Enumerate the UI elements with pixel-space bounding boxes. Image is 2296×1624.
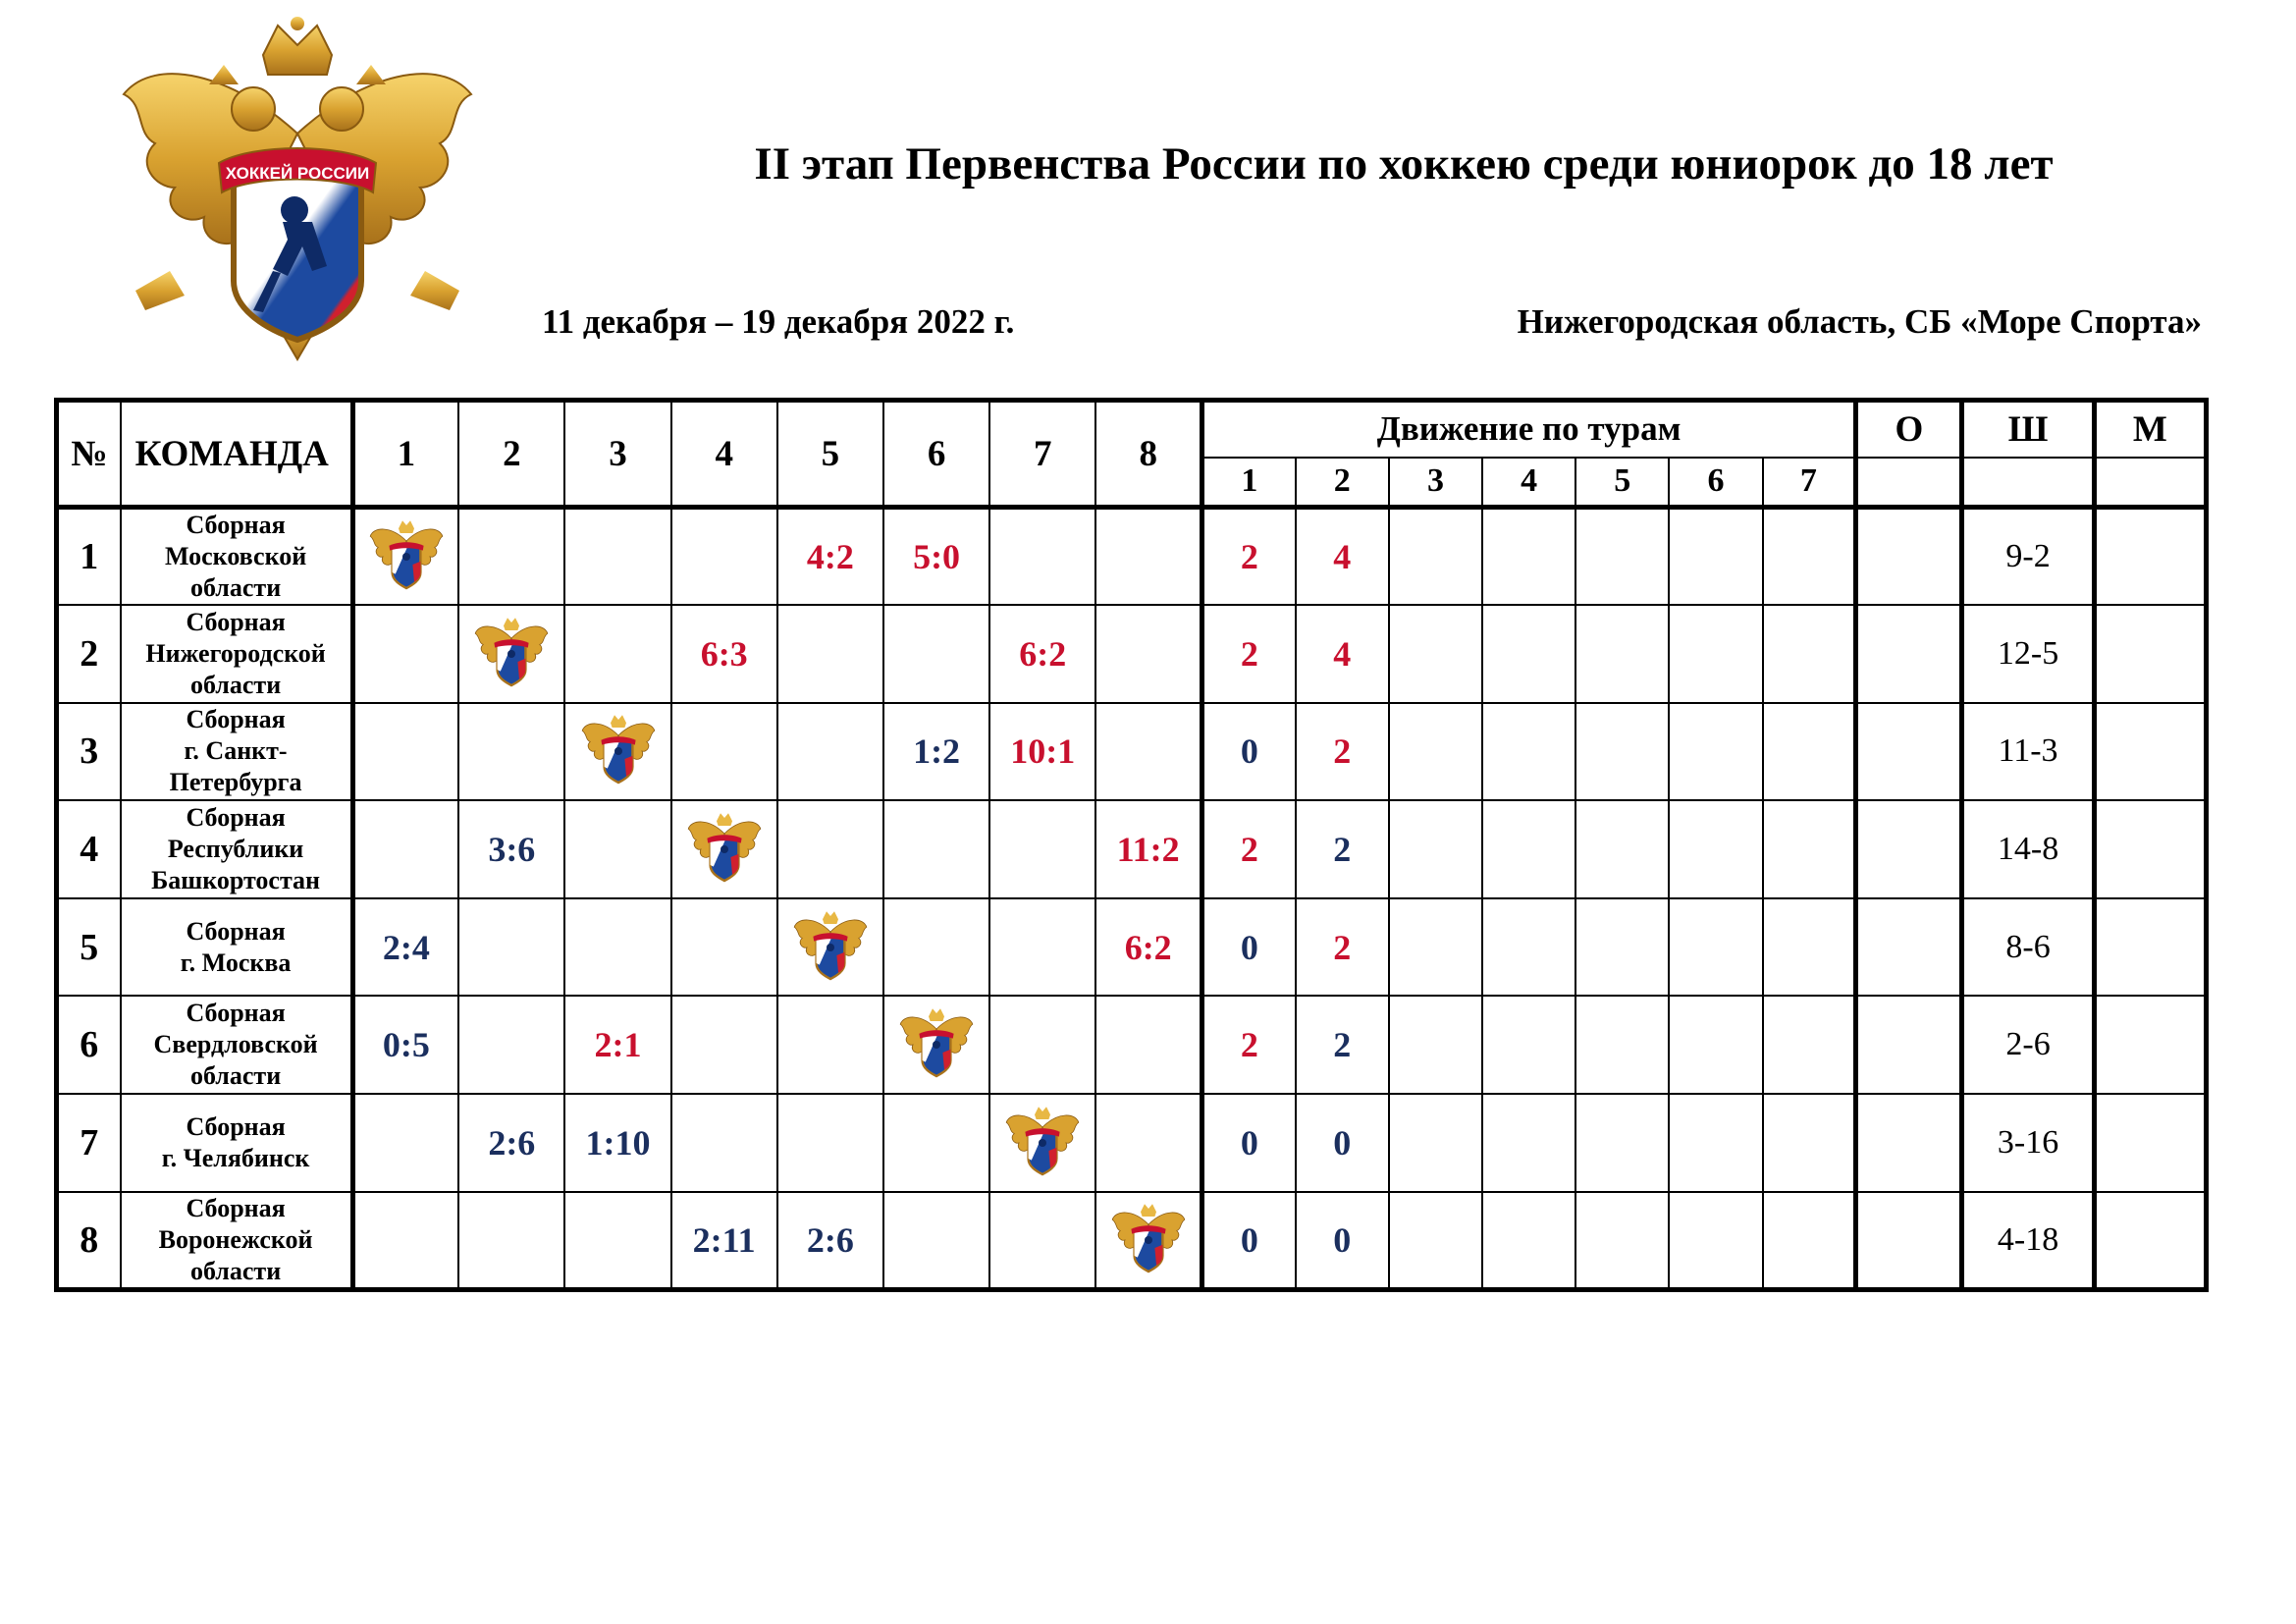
score-cell bbox=[883, 1094, 989, 1192]
row-number: 2 bbox=[57, 605, 121, 703]
score-cell bbox=[777, 800, 883, 898]
score-cell bbox=[883, 605, 989, 703]
table-row bbox=[57, 898, 2207, 997]
score-cell bbox=[458, 703, 564, 801]
round-points-cell bbox=[1575, 800, 1669, 898]
goals-cell: 12-5 bbox=[1962, 605, 2094, 703]
place-cell bbox=[2094, 898, 2206, 997]
score-cell bbox=[352, 1192, 458, 1290]
row-number: 1 bbox=[57, 508, 121, 606]
round-points-cell bbox=[1669, 703, 1762, 801]
round-points-cell bbox=[1669, 508, 1762, 606]
round-points-cell: 2 bbox=[1296, 898, 1389, 997]
team-name-line: г. Москва bbox=[180, 947, 292, 977]
team-name bbox=[121, 898, 352, 997]
team-name-line: области bbox=[189, 1256, 282, 1285]
score-cell bbox=[989, 898, 1095, 997]
score-cell: 6:3 bbox=[671, 605, 777, 703]
place-cell bbox=[2094, 508, 2206, 606]
team-name-line: Башкортостан bbox=[151, 866, 321, 895]
team-emblem-icon bbox=[472, 615, 551, 693]
score-cell: 0:5 bbox=[352, 996, 458, 1094]
points-cell bbox=[1856, 508, 1962, 606]
score-cell: 2:6 bbox=[458, 1094, 564, 1192]
col-points-header: О bbox=[1856, 401, 1962, 458]
score-cell bbox=[458, 898, 564, 997]
team-name-line: области bbox=[189, 573, 282, 603]
round-points-cell bbox=[1482, 703, 1575, 801]
team-name-line: Сборная bbox=[186, 803, 286, 833]
team-name-line: Сборная bbox=[186, 1193, 286, 1222]
self-match-cell bbox=[777, 898, 883, 997]
round-points-cell bbox=[1575, 508, 1669, 606]
round-points-cell bbox=[1669, 898, 1762, 997]
round-header: 4 bbox=[1482, 458, 1575, 508]
round-points-cell: 2 bbox=[1202, 800, 1296, 898]
row-number: 4 bbox=[57, 800, 121, 898]
round-points-cell bbox=[1482, 1094, 1575, 1192]
col-opponent-header: 5 bbox=[777, 401, 883, 508]
score-cell: 2:6 bbox=[777, 1192, 883, 1290]
round-points-cell bbox=[1389, 605, 1482, 703]
score-cell bbox=[458, 1192, 564, 1290]
round-points-cell bbox=[1575, 1192, 1669, 1290]
team-name-line: Сборная bbox=[186, 511, 286, 540]
score-cell: 6:2 bbox=[1095, 898, 1201, 997]
round-points-cell bbox=[1389, 703, 1482, 801]
row-number: 7 bbox=[57, 1094, 121, 1192]
team-name bbox=[121, 1094, 352, 1192]
team-name-line: Сборная bbox=[186, 916, 286, 946]
col-opponent-header: 8 bbox=[1095, 401, 1201, 508]
round-points-cell bbox=[1669, 1192, 1762, 1290]
team-emblem-icon bbox=[367, 517, 446, 596]
team-name-line: Воронежской bbox=[158, 1224, 313, 1254]
round-points-cell bbox=[1389, 508, 1482, 606]
score-cell bbox=[352, 605, 458, 703]
row-number: 8 bbox=[57, 1192, 121, 1290]
round-points-cell bbox=[1575, 1094, 1669, 1192]
score-cell bbox=[1095, 1094, 1201, 1192]
score-cell bbox=[1095, 996, 1201, 1094]
round-points-cell bbox=[1575, 996, 1669, 1094]
points-cell bbox=[1856, 1192, 1962, 1290]
score-cell bbox=[352, 1094, 458, 1192]
standings-table bbox=[54, 398, 2209, 1292]
place-cell bbox=[2094, 996, 2206, 1094]
goals-cell: 14-8 bbox=[1962, 800, 2094, 898]
team-name-line: Сборная bbox=[186, 999, 286, 1028]
round-points-cell bbox=[1389, 898, 1482, 997]
col-goals-header: Ш bbox=[1962, 401, 2094, 458]
score-cell bbox=[989, 508, 1095, 606]
table-row bbox=[57, 508, 2207, 606]
team-emblem-icon bbox=[791, 908, 870, 987]
self-match-cell bbox=[883, 996, 989, 1094]
round-points-cell bbox=[1763, 703, 1856, 801]
score-cell bbox=[458, 996, 564, 1094]
self-match-cell bbox=[1095, 1192, 1201, 1290]
col-num-header: № bbox=[57, 401, 121, 508]
table-row bbox=[57, 605, 2207, 703]
place-cell bbox=[2094, 800, 2206, 898]
table-row bbox=[57, 996, 2207, 1094]
team-emblem-icon bbox=[897, 1005, 976, 1084]
score-cell bbox=[777, 605, 883, 703]
team-emblem-icon bbox=[1109, 1201, 1188, 1279]
score-cell bbox=[989, 800, 1095, 898]
round-points-cell bbox=[1482, 508, 1575, 606]
team-name-line: области bbox=[189, 1061, 282, 1091]
score-cell bbox=[564, 1192, 670, 1290]
team-name-line: Республики bbox=[167, 835, 304, 864]
points-cell bbox=[1856, 703, 1962, 801]
score-cell bbox=[883, 898, 989, 997]
round-points-cell bbox=[1575, 703, 1669, 801]
points-cell bbox=[1856, 1094, 1962, 1192]
round-points-cell: 0 bbox=[1202, 1192, 1296, 1290]
round-points-cell bbox=[1763, 996, 1856, 1094]
round-points-cell bbox=[1389, 996, 1482, 1094]
team-name-line: г. Санкт- bbox=[184, 736, 288, 766]
team-name-line: Сборная bbox=[186, 705, 286, 734]
goals-cell: 3-16 bbox=[1962, 1094, 2094, 1192]
round-points-cell bbox=[1669, 800, 1762, 898]
round-points-cell: 2 bbox=[1296, 996, 1389, 1094]
goals-subheader bbox=[1962, 458, 2094, 508]
score-cell: 5:0 bbox=[883, 508, 989, 606]
score-cell: 2:1 bbox=[564, 996, 670, 1094]
round-points-cell: 0 bbox=[1296, 1192, 1389, 1290]
round-points-cell bbox=[1389, 1192, 1482, 1290]
round-points-cell bbox=[1669, 1094, 1762, 1192]
round-points-cell bbox=[1482, 605, 1575, 703]
team-name-line: Свердловской bbox=[153, 1030, 318, 1059]
round-points-cell: 2 bbox=[1296, 703, 1389, 801]
team-name-line: Московской bbox=[164, 542, 307, 571]
round-points-cell bbox=[1763, 508, 1856, 606]
round-points-cell bbox=[1763, 1094, 1856, 1192]
table-row bbox=[57, 1192, 2207, 1290]
round-points-cell bbox=[1482, 800, 1575, 898]
score-cell bbox=[671, 996, 777, 1094]
event-venue: Нижегородская область, СБ «Море Спорта» bbox=[1517, 302, 2202, 341]
team-name bbox=[121, 605, 352, 703]
score-cell bbox=[1095, 508, 1201, 606]
score-cell bbox=[1095, 703, 1201, 801]
score-cell bbox=[671, 1094, 777, 1192]
score-cell bbox=[883, 800, 989, 898]
score-cell bbox=[671, 703, 777, 801]
round-points-cell bbox=[1482, 898, 1575, 997]
score-cell: 2:4 bbox=[352, 898, 458, 997]
score-cell bbox=[458, 508, 564, 606]
score-cell bbox=[883, 1192, 989, 1290]
score-cell bbox=[777, 1094, 883, 1192]
round-points-cell bbox=[1763, 1192, 1856, 1290]
standings-body bbox=[57, 508, 2207, 1290]
points-cell bbox=[1856, 605, 1962, 703]
round-points-cell bbox=[1482, 996, 1575, 1094]
score-cell bbox=[777, 703, 883, 801]
round-header: 1 bbox=[1202, 458, 1296, 508]
points-cell bbox=[1856, 898, 1962, 997]
round-header: 3 bbox=[1389, 458, 1482, 508]
round-points-cell bbox=[1575, 898, 1669, 997]
goals-cell: 11-3 bbox=[1962, 703, 2094, 801]
col-opponent-header: 2 bbox=[458, 401, 564, 508]
rounds-header: Движение по турам bbox=[1202, 401, 1856, 458]
event-dates: 11 декабря – 19 декабря 2022 г. bbox=[542, 302, 1015, 341]
round-header: 2 bbox=[1296, 458, 1389, 508]
round-header: 7 bbox=[1763, 458, 1856, 508]
team-name-line: Сборная bbox=[186, 607, 286, 636]
score-cell: 2:11 bbox=[671, 1192, 777, 1290]
round-points-cell bbox=[1763, 605, 1856, 703]
self-match-cell bbox=[671, 800, 777, 898]
col-opponent-header: 7 bbox=[989, 401, 1095, 508]
col-opponent-header: 6 bbox=[883, 401, 989, 508]
score-cell bbox=[1095, 605, 1201, 703]
round-points-cell bbox=[1669, 605, 1762, 703]
round-points-cell: 0 bbox=[1296, 1094, 1389, 1192]
round-header: 6 bbox=[1669, 458, 1762, 508]
team-name bbox=[121, 508, 352, 606]
score-cell bbox=[564, 605, 670, 703]
place-cell bbox=[2094, 605, 2206, 703]
goals-cell: 8-6 bbox=[1962, 898, 2094, 997]
team-name bbox=[121, 703, 352, 801]
score-cell bbox=[564, 508, 670, 606]
score-cell: 10:1 bbox=[989, 703, 1095, 801]
col-opponent-header: 4 bbox=[671, 401, 777, 508]
score-cell: 4:2 bbox=[777, 508, 883, 606]
round-points-cell: 2 bbox=[1202, 605, 1296, 703]
round-header: 5 bbox=[1575, 458, 1669, 508]
goals-cell: 2-6 bbox=[1962, 996, 2094, 1094]
score-cell: 1:2 bbox=[883, 703, 989, 801]
round-points-cell: 0 bbox=[1202, 703, 1296, 801]
place-cell bbox=[2094, 1192, 2206, 1290]
score-cell bbox=[352, 800, 458, 898]
col-opponent-header: 1 bbox=[352, 401, 458, 508]
team-name bbox=[121, 1192, 352, 1290]
team-name-line: Петербурга bbox=[169, 768, 302, 797]
round-points-cell: 4 bbox=[1296, 605, 1389, 703]
round-points-cell: 0 bbox=[1202, 1094, 1296, 1192]
team-name bbox=[121, 800, 352, 898]
score-cell bbox=[671, 898, 777, 997]
goals-cell: 4-18 bbox=[1962, 1192, 2094, 1290]
col-team-header: КОМАНДА bbox=[121, 401, 352, 508]
score-cell bbox=[989, 1192, 1095, 1290]
score-cell bbox=[352, 703, 458, 801]
points-cell bbox=[1856, 800, 1962, 898]
points-cell bbox=[1856, 996, 1962, 1094]
round-points-cell: 2 bbox=[1296, 800, 1389, 898]
score-cell: 11:2 bbox=[1095, 800, 1201, 898]
table-row bbox=[57, 703, 2207, 801]
team-name-line: области bbox=[189, 670, 282, 699]
goals-cell: 9-2 bbox=[1962, 508, 2094, 606]
col-place-header: М bbox=[2094, 401, 2206, 458]
self-match-cell bbox=[989, 1094, 1095, 1192]
round-points-cell bbox=[1575, 605, 1669, 703]
round-points-cell bbox=[1482, 1192, 1575, 1290]
team-name-line: г. Челябинск bbox=[161, 1143, 310, 1172]
round-points-cell: 0 bbox=[1202, 898, 1296, 997]
hockey-russia-logo bbox=[116, 16, 479, 371]
score-cell bbox=[989, 996, 1095, 1094]
team-name-line: Сборная bbox=[186, 1111, 286, 1141]
col-opponent-header: 3 bbox=[564, 401, 670, 508]
team-emblem-icon bbox=[685, 810, 764, 889]
score-cell bbox=[777, 996, 883, 1094]
row-number: 5 bbox=[57, 898, 121, 997]
round-points-cell: 2 bbox=[1202, 508, 1296, 606]
self-match-cell bbox=[458, 605, 564, 703]
round-points-cell bbox=[1669, 996, 1762, 1094]
team-name bbox=[121, 996, 352, 1094]
round-points-cell bbox=[1763, 800, 1856, 898]
score-cell: 1:10 bbox=[564, 1094, 670, 1192]
row-number: 6 bbox=[57, 996, 121, 1094]
round-points-cell: 4 bbox=[1296, 508, 1389, 606]
team-name-line: Нижегородской bbox=[145, 638, 326, 668]
table-row bbox=[57, 800, 2207, 898]
score-cell bbox=[564, 898, 670, 997]
table-row bbox=[57, 1094, 2207, 1192]
place-subheader bbox=[2094, 458, 2206, 508]
svg-text:ХОККЕЙ РОССИИ: ХОККЕЙ РОССИИ bbox=[225, 164, 370, 183]
score-cell bbox=[564, 800, 670, 898]
team-emblem-icon bbox=[579, 712, 658, 790]
score-cell bbox=[671, 508, 777, 606]
score-cell: 6:2 bbox=[989, 605, 1095, 703]
round-points-cell: 2 bbox=[1202, 996, 1296, 1094]
round-points-cell bbox=[1389, 800, 1482, 898]
points-subheader bbox=[1856, 458, 1962, 508]
self-match-cell bbox=[564, 703, 670, 801]
team-emblem-icon bbox=[1003, 1104, 1082, 1182]
place-cell bbox=[2094, 703, 2206, 801]
round-points-cell bbox=[1763, 898, 1856, 997]
row-number: 3 bbox=[57, 703, 121, 801]
page-title: II этап Первенства России по хоккею среди юниорок до 18 лет bbox=[754, 138, 2054, 189]
round-points-cell bbox=[1389, 1094, 1482, 1192]
score-cell: 3:6 bbox=[458, 800, 564, 898]
place-cell bbox=[2094, 1094, 2206, 1192]
self-match-cell bbox=[352, 508, 458, 606]
